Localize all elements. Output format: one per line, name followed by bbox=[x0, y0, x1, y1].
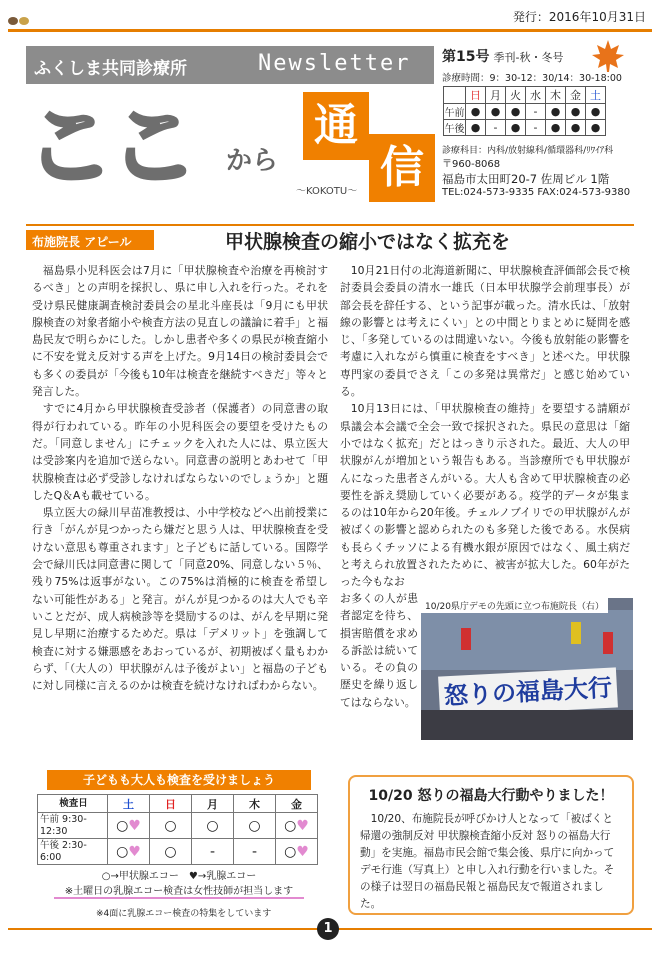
title-tsushin bbox=[303, 92, 436, 202]
kids-header-label: 検査日 bbox=[38, 795, 108, 813]
kids-day: 日 bbox=[150, 795, 192, 813]
photo-banner: 怒りの福島大行動 bbox=[438, 667, 618, 716]
breast-echo-icon: ♥ bbox=[296, 843, 309, 860]
kids-day: 月 bbox=[192, 795, 234, 813]
kids-check-title: 子どもも大人も検査を受けましょう bbox=[47, 770, 311, 790]
kids-cell: ○ bbox=[192, 813, 234, 839]
clinic-info bbox=[442, 144, 630, 200]
schedule-cell: ● bbox=[546, 120, 566, 136]
kids-row-label: 午後 2:30-6:00 bbox=[38, 839, 108, 865]
article-paragraph: 10月21日付の北海道新聞に、甲状腺検査評価部会長で検討委員会委員の清水一雄氏（日本甲状腺学会前理事長）が部会長を辞任する、という記事が載った。清水氏は、「放射線の影響とは考えにくい」との中間とりまとめに疑問を感じ、「多発しているのは間違いない。今後も放射能の影響を考慮に入れながら慎重に検査をすべき」と述べた。甲状腺専門家の委員でさえ「この多発は異常だ」と感じ始めている。 bbox=[340, 264, 630, 399]
schedule-table bbox=[443, 86, 606, 136]
kids-note: ※土曜日の乳腺エコー検査は女性技師が担当します bbox=[54, 882, 304, 899]
title-tsu: 通 bbox=[303, 92, 369, 160]
schedule-cell: - bbox=[486, 120, 506, 136]
kids-cell bbox=[108, 813, 150, 839]
kids-header-row bbox=[38, 795, 318, 813]
dot-icon bbox=[8, 17, 18, 25]
flag-icon bbox=[571, 622, 581, 644]
schedule-day: 日 bbox=[466, 87, 486, 104]
thyroid-echo-icon: ○ bbox=[284, 843, 297, 860]
schedule-cell: ● bbox=[506, 104, 526, 120]
kids-cell: ○ bbox=[234, 813, 276, 839]
schedule-cell: - bbox=[526, 104, 546, 120]
org-name: ふくしま共同診療所 bbox=[34, 59, 187, 79]
schedule-day: 水 bbox=[526, 87, 546, 104]
schedule-day: 火 bbox=[506, 87, 526, 104]
schedule-cell: ● bbox=[486, 104, 506, 120]
schedule-row bbox=[444, 104, 606, 120]
kids-cell bbox=[108, 839, 150, 865]
kids-cell: ○ bbox=[150, 839, 192, 865]
schedule-cell: ● bbox=[566, 120, 586, 136]
article-tail: お多くの人が患者認定を待ち、損害賠償を求める訴訟は続いている。その負の歴史を繰り返してはならない。 bbox=[340, 592, 418, 709]
kids-cell: - bbox=[192, 839, 234, 865]
article-column-tail bbox=[340, 590, 418, 711]
kids-cell bbox=[276, 813, 318, 839]
schedule-cell: ● bbox=[466, 104, 486, 120]
section-rule bbox=[26, 224, 634, 226]
kids-note-2: ※4面に乳腺エコー検査の特集をしています bbox=[96, 909, 272, 919]
schedule-row-label: 午前 bbox=[444, 104, 466, 120]
clinic-departments: 診療科目：内科/放射線科/循環器科/ﾘﾜｲｱ科 bbox=[442, 146, 614, 156]
schedule-cell: - bbox=[526, 120, 546, 136]
appeal-badge: 布施院長 アピール bbox=[26, 230, 154, 250]
article-paragraph: 10月13日には、「甲状腺検査の維持」を要望する請願が県議会本会議で全会一致で採択された。県民の意思は「縮小ではなく拡充」だとはっきり示された。最近、大人の甲状腺がんが増加という報告もある。当診療所でも甲状腺がんになった患者さんがいる。大人も含めて甲状腺検査の必要性を訴え奨励していく必要がある。疫学的データが集まるのは10年から20年後。チェルノブイリでの甲状腺がんが被ばくの影響と認められたのも多発した後である。水俣病も長らくチッソによる有機水銀が原因ではなく、風土病だと考えられ放置されたために、被害が拡大した。60年がたった今もなお bbox=[340, 402, 630, 589]
breast-echo-icon: ♥ bbox=[296, 817, 309, 834]
page-number: 1 bbox=[317, 918, 339, 940]
brand-bar bbox=[26, 46, 434, 84]
kids-cell: ○ bbox=[150, 813, 192, 839]
article-paragraph: 福島県小児科医会は7月に「甲状腺検査や治療を再検討するべき」との声明を採択し、県に申し入れを行った。それを受け県民健康調査検討委員会の星北斗座長は「9月にも甲状腺検査の対象者縮小や検査方法の見直しの議論に着手」と福島民友で明らかにした。しかし患者や多くの県民が検査縮小に不安を覚え反対する声を上げた。9月14日の検討委員会でも多くの委員が「今後も10年は検査を継続すべきだ」等々と発言した。 bbox=[32, 264, 328, 399]
kids-row bbox=[38, 813, 318, 839]
schedule-row bbox=[444, 120, 606, 136]
schedule-corner bbox=[444, 87, 466, 104]
event-body: 10/20、布施院長が呼びかけ人となって「被ばくと帰還の強制反対 甲状腺検査縮小反対 怒りの福島大行動」を実施。福島市民会館で集会後、県庁に向かってデモ行進（写真上）と申し入れ行動を行いました。その様子は翌日の福島民報と福島民友で報道されました。 bbox=[360, 813, 615, 910]
issue-no-text: 第15号 bbox=[442, 49, 490, 65]
title-shin: 信 bbox=[369, 134, 435, 202]
maple-leaf-icon bbox=[590, 38, 626, 74]
kids-day: 木 bbox=[234, 795, 276, 813]
clinic-address: 福島市太田町20-7 佐周ビル 1階 bbox=[442, 172, 610, 186]
schedule-cell: ● bbox=[586, 104, 606, 120]
event-title: 10/20 怒りの福島大行動やりました！ bbox=[368, 788, 614, 804]
issue-number bbox=[442, 46, 563, 66]
thyroid-echo-icon: ○ bbox=[284, 817, 297, 834]
schedule-day: 土 bbox=[586, 87, 606, 104]
title-kara: から bbox=[226, 146, 279, 176]
schedule-day: 月 bbox=[486, 87, 506, 104]
schedule-day: 金 bbox=[566, 87, 586, 104]
schedule-day: 木 bbox=[546, 87, 566, 104]
kids-check-box bbox=[37, 770, 321, 898]
kids-row bbox=[38, 839, 318, 865]
schedule-cell: ● bbox=[566, 104, 586, 120]
schedule-cell: ● bbox=[586, 120, 606, 136]
kids-cell: - bbox=[234, 839, 276, 865]
issue-date: 発行：2016年10月31日 bbox=[512, 10, 646, 24]
clinic-postal: 〒960-8068 bbox=[442, 159, 501, 170]
top-rule bbox=[8, 29, 652, 32]
demo-photo bbox=[421, 598, 633, 740]
clinic-hours: 診療時間：9：30-12：30/14：30-18:00 bbox=[442, 73, 622, 84]
schedule-header-row bbox=[444, 87, 606, 104]
photo-caption: 10/20県庁デモの先頭に立つ布施院長（右） bbox=[421, 598, 608, 613]
title-romaji: ～KOKOTU～ bbox=[296, 186, 358, 197]
schedule-cell: ● bbox=[466, 120, 486, 136]
breast-echo-icon: ♥ bbox=[128, 843, 141, 860]
flag-icon bbox=[461, 628, 471, 650]
newsletter-label: Newsletter bbox=[258, 51, 411, 76]
article-column-right bbox=[340, 262, 630, 591]
kids-cell bbox=[276, 839, 318, 865]
breast-echo-icon: ♥ bbox=[128, 817, 141, 834]
dot-icon bbox=[19, 17, 29, 25]
article-headline: 甲状腺検査の縮小ではなく拡充を bbox=[225, 231, 511, 253]
kids-day: 土 bbox=[108, 795, 150, 813]
flag-icon bbox=[603, 632, 613, 654]
article-paragraph: すでに4月から甲状腺検査受診者（保護者）の同意書の取得が行われている。昨年の小児科医会の要望を受けたものだ。「同意しません」にチェックを入れた人には、県立医大は受診案内を追加で送らない。同意書の説明とあわせて「甲状腺検査は必ず受診しなければならないのでしょうか」と題したQ＆Aも載せている。 bbox=[32, 402, 328, 502]
schedule-row-label: 午後 bbox=[444, 120, 466, 136]
kids-row-label: 午前 9:30-12:30 bbox=[38, 813, 108, 839]
header-dots bbox=[8, 10, 30, 29]
thyroid-echo-icon: ○ bbox=[116, 843, 129, 860]
clinic-contact: TEL:024-573-9335 FAX:024-573-9380 bbox=[442, 187, 631, 198]
kids-legend: ○→甲状腺エコー ♥→乳腺エコー bbox=[101, 871, 257, 882]
photo-background bbox=[421, 610, 633, 670]
schedule-cell: ● bbox=[506, 120, 526, 136]
event-box bbox=[348, 775, 634, 915]
issue-season: 季刊-秋・冬号 bbox=[493, 51, 564, 64]
kids-day: 金 bbox=[276, 795, 318, 813]
thyroid-echo-icon: ○ bbox=[116, 817, 129, 834]
article-paragraph: 県立医大の緑川早苗准教授は、小中学校などへ出前授業に行き「がんが見つかったら嫌だと思う人は、甲状腺検査を受けない意思も尊重されます」と子どもに話している。国際学会で緑川氏は同意書に関して「同意20%、同意しない５％、残り75%は返事がない。この75%は消極的に検査を希望しない可能性がある」と発言。がんが見つかるのは大人でも辛いことだが、成人病検診等を奨励するのは、がんを早期に発見し早期に治療するためだ。県は「デメリット」を強調して検査に対する嫌悪感をあおっているが、初期被ばく量もわからず、「（大人の）甲状腺がんは予後がよい」と福島の子どもに対し同様に言えるのかは検査を続けなければわからない。 bbox=[32, 506, 328, 693]
title-koko: ここ bbox=[26, 95, 195, 198]
schedule-cell: ● bbox=[546, 104, 566, 120]
kids-check-table bbox=[37, 794, 318, 865]
photo-crowd bbox=[421, 710, 633, 740]
article-column-left bbox=[32, 262, 328, 694]
